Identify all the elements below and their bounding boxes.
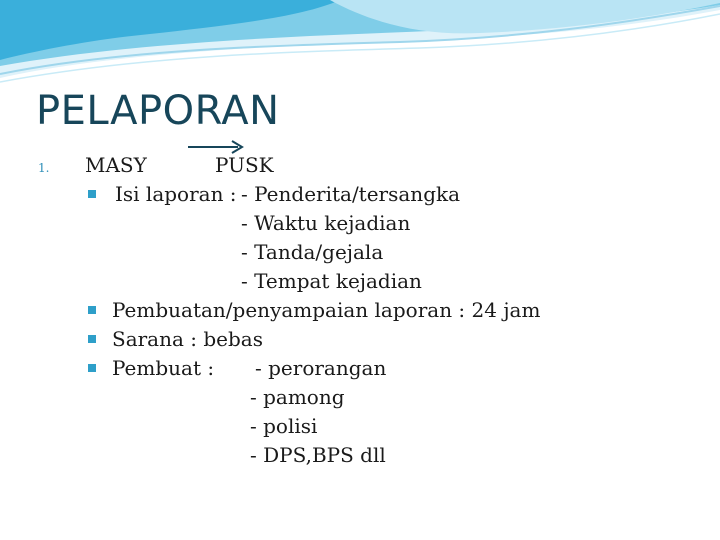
heading-to: PUSK — [215, 153, 274, 177]
header-wave-decoration — [0, 0, 720, 90]
item-number: 1. — [38, 161, 50, 175]
sub-line: - Tanda/gejala — [241, 240, 384, 264]
bullet-marker — [88, 190, 96, 198]
heading-from: MASY — [85, 153, 147, 177]
bullet-marker — [88, 306, 96, 314]
slide-title: PELAPORAN — [36, 88, 280, 134]
bullet-marker — [88, 364, 96, 372]
bullet-pembuatan: Pembuatan/penyampaian laporan : 24 jam — [112, 298, 541, 322]
bullet-isi-laporan: Isi laporan : — [115, 182, 243, 206]
sub-line: - Waktu kejadian — [241, 211, 411, 235]
bullet-sarana: Sarana : bebas — [112, 327, 263, 351]
bullet-marker — [88, 335, 96, 343]
sub-line: - DPS,BPS dll — [250, 443, 386, 467]
sub-line: - perorangan — [255, 356, 387, 380]
sub-line: - Tempat kejadian — [241, 269, 422, 293]
sub-line: - polisi — [250, 414, 318, 438]
bullet-pembuat: Pembuat : — [112, 356, 221, 380]
sub-line: - pamong — [250, 385, 345, 409]
sub-line: - Penderita/tersangka — [241, 182, 461, 206]
